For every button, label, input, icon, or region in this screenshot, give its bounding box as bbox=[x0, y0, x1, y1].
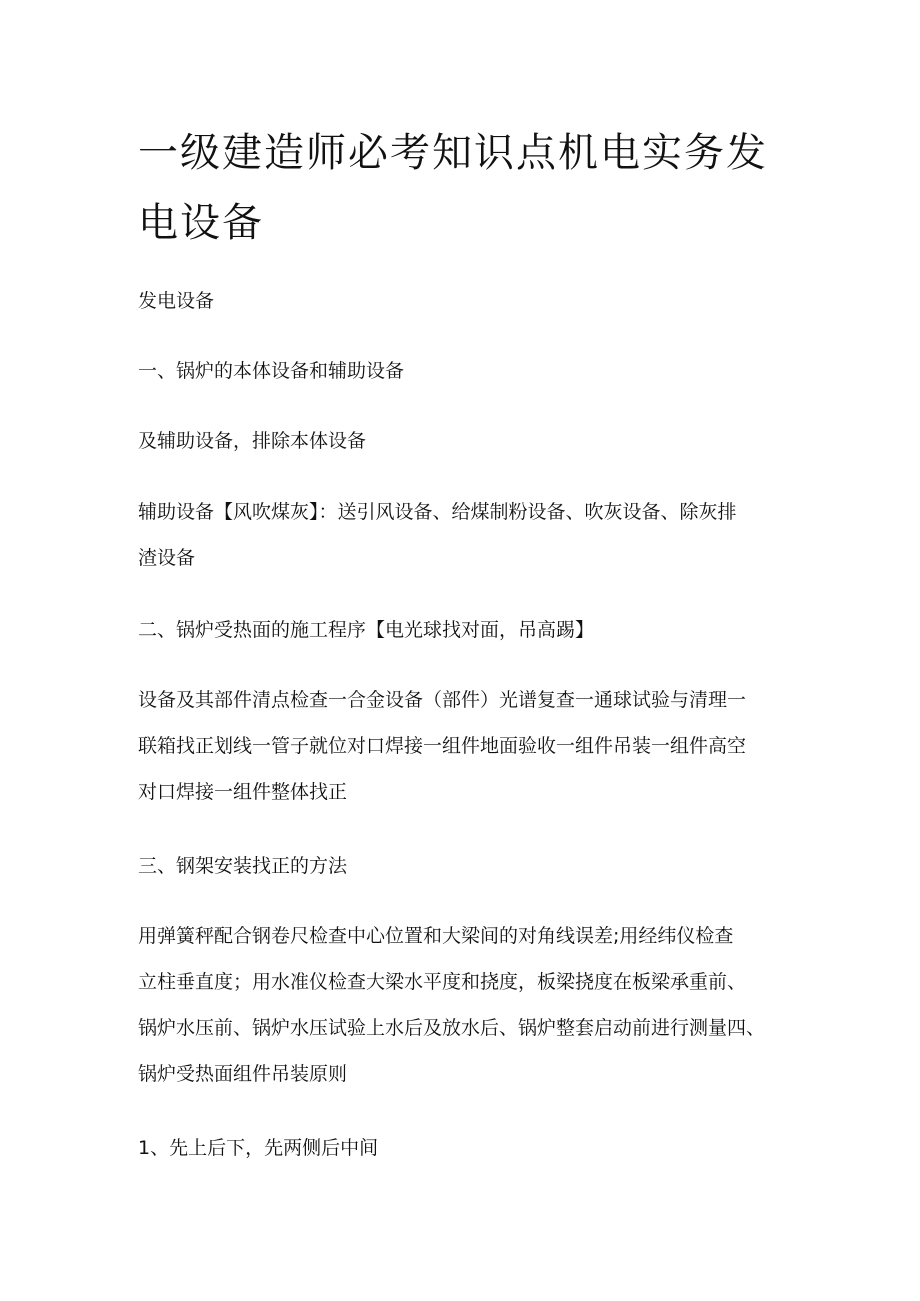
text-line: 用弹簧秤配合钢卷尺检查中心位置和大梁间的对角线误差;用经纬仪检查 bbox=[138, 925, 734, 947]
text-line: 对口焊接一组件整体找正 bbox=[138, 781, 348, 803]
text-line: 三、钢架安装找正的方法 bbox=[138, 855, 348, 877]
section-heading-3 bbox=[138, 843, 788, 889]
text-line: 设备及其部件清点检查一合金设备（部件）光谱复查一通球试验与清理一 bbox=[138, 689, 747, 711]
section-heading-1 bbox=[138, 348, 788, 394]
section-heading-2 bbox=[138, 607, 788, 653]
body-paragraph-5 bbox=[138, 1125, 788, 1171]
text-line: 1、先上后下，先两侧后中间 bbox=[138, 1137, 379, 1159]
text-line: 发电设备 bbox=[138, 290, 215, 312]
text-line: 锅炉受热面组件吊装原则 bbox=[138, 1063, 348, 1085]
body-paragraph-4 bbox=[138, 913, 788, 1097]
text-line: 锅炉水压前、锅炉水压试验上水后及放水后、锅炉整套启动前进行测量四、 bbox=[138, 1017, 766, 1039]
body-paragraph-3 bbox=[138, 677, 788, 815]
text-line: 联箱找正划线一管子就位对口焊接一组件地面验收一组件吊装一组件高空 bbox=[138, 735, 747, 757]
text-line: 渣设备 bbox=[138, 547, 196, 569]
text-line: 二、锅炉受热面的施工程序【电光球找对面，吊高踢】 bbox=[138, 619, 595, 641]
text-line: 辅助设备【风吹煤灰】：送引风设备、给煤制粉设备、吹灰设备、除灰排 bbox=[138, 501, 737, 523]
text-line: 及辅助设备，排除本体设备 bbox=[138, 430, 367, 452]
body-paragraph-2 bbox=[138, 489, 788, 581]
subject-heading bbox=[138, 278, 788, 324]
text-line: 一、锅炉的本体设备和辅助设备 bbox=[138, 360, 405, 382]
document-title bbox=[138, 118, 798, 258]
title-line-2: 电设备 bbox=[138, 200, 264, 246]
title-line-1: 一级建造师必考知识点机电实务发 bbox=[138, 130, 768, 176]
text-line: 立柱垂直度；用水准仪检查大梁水平度和挠度，板梁挠度在板梁承重前、 bbox=[138, 971, 747, 993]
body-paragraph-1 bbox=[138, 418, 788, 464]
